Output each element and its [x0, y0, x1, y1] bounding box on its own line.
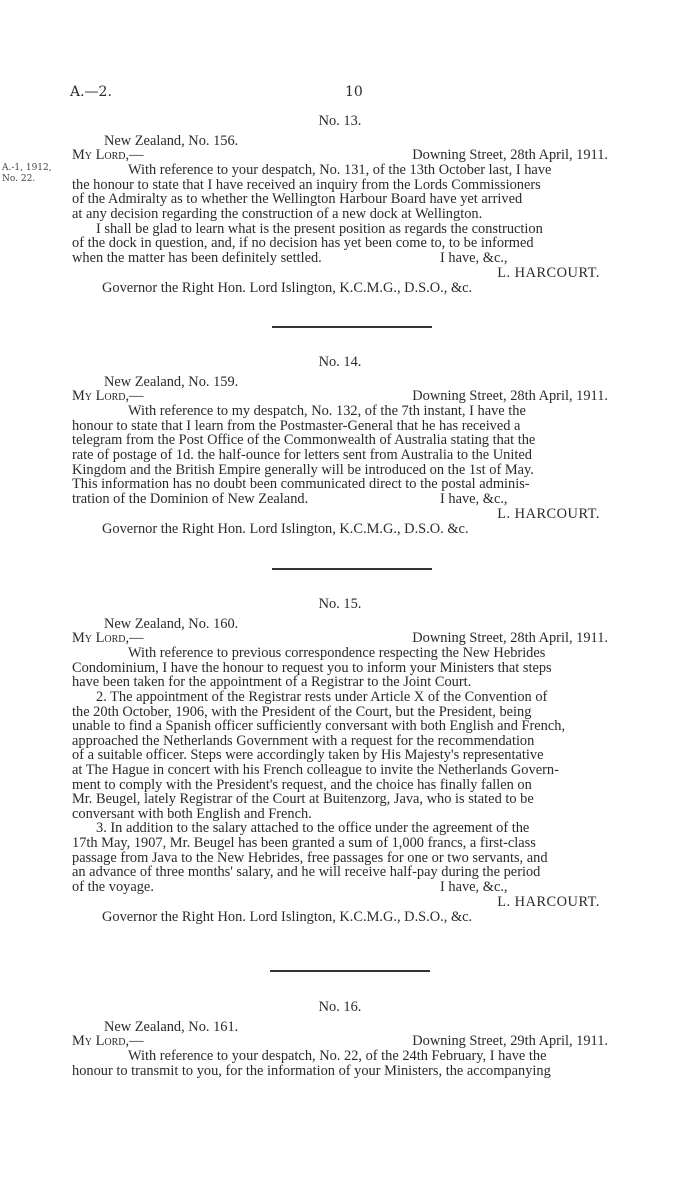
- addressee: Governor the Right Hon. Lord Islington, K.C.M.G., D.S.O., &c.: [102, 280, 473, 297]
- nz-reference: New Zealand, No. 161.: [104, 1018, 239, 1035]
- closing-line: [72, 251, 608, 266]
- dateline: Downing Street, 29th April, 1911.: [412, 1033, 608, 1050]
- despatch-number: No. 13.: [318, 113, 362, 129]
- nz-reference: New Zealand, No. 156.: [104, 132, 239, 149]
- closing: I have, &c.,: [440, 249, 508, 266]
- body-line: This information has no doubt been communicated direct to the postal adminis-: [72, 476, 530, 493]
- dateline: Downing Street, 28th April, 1911.: [412, 147, 608, 164]
- closing-line: [72, 492, 608, 507]
- signature: L. HARCOURT.: [497, 505, 600, 522]
- section-divider: [270, 970, 430, 972]
- salutation: My Lord,—: [72, 630, 144, 647]
- closing-line: [72, 880, 608, 895]
- page-number: 10: [345, 84, 363, 100]
- body-line: With reference to previous correspondence respecting the New Hebrides: [128, 645, 546, 662]
- dateline: Downing Street, 28th April, 1911.: [412, 388, 608, 405]
- body-line: ment to comply with the President's request, and the choice has finally fallen on: [72, 776, 532, 793]
- body-line: Kingdom and the British Empire generally will be introduced on the 1st of May.: [72, 461, 534, 478]
- body-line: 3. In addition to the salary attached to the office under the agreement of the: [96, 820, 530, 837]
- despatch-number: No. 16.: [318, 999, 362, 1015]
- body-line: conversant with both English and French.: [72, 805, 312, 822]
- body-line: Mr. Beugel, lately Registrar of the Court at Buitenzorg, Java, who is stated to be: [72, 791, 534, 808]
- salutation-line: [72, 1034, 608, 1049]
- salutation: My Lord,—: [72, 147, 144, 164]
- nz-reference: New Zealand, No. 160.: [104, 615, 239, 632]
- salutation: My Lord,—: [72, 1033, 144, 1050]
- body-line: of the dock in question, and, if no decision has yet been come to, to be informed: [72, 235, 534, 252]
- signature: L. HARCOURT.: [497, 893, 600, 910]
- section-divider: [272, 568, 432, 570]
- body-line: 2. The appointment of the Registrar rests under Article X of the Convention of: [96, 688, 548, 705]
- body-line: rate of postage of 1d. the half-ounce for letters sent from Australia to the United: [72, 446, 532, 463]
- despatch-no-13: [72, 114, 608, 296]
- document-reference: A.—2.: [70, 84, 112, 100]
- body-line: honour to transmit to you, for the information of your Ministers, the accompanying: [72, 1062, 551, 1079]
- despatch-no-16: [72, 1000, 608, 1078]
- closing: I have, &c.,: [440, 490, 508, 507]
- body-line: With reference to your despatch, No. 22, of the 24th February, I have the: [128, 1048, 547, 1065]
- body-line: an advance of three months' salary, and he will receive half-pay during the period: [72, 864, 541, 881]
- body-line: at any decision regarding the construction of a new dock at Wellington.: [72, 205, 483, 222]
- body-line: Condominium, I have the honour to request you to inform your Ministers that steps: [72, 659, 552, 676]
- addressee: Governor the Right Hon. Lord Islington, K.C.M.G., D.S.O. &c.: [102, 521, 469, 538]
- closing: I have, &c.,: [440, 878, 508, 895]
- nz-reference: New Zealand, No. 159.: [104, 373, 239, 390]
- despatch-number: No. 15.: [318, 596, 362, 612]
- body-line: at The Hague in concert with his French colleague to invite the Netherlands Govern-: [72, 761, 559, 778]
- salutation-line: [72, 631, 608, 646]
- body-line: unable to find a Spanish officer sufficiently conversant with both English and French,: [72, 718, 566, 735]
- margin-note-line2: No. 22.: [2, 174, 36, 184]
- despatch-no-15: [72, 597, 608, 925]
- dateline: Downing Street, 28th April, 1911.: [412, 630, 608, 647]
- signature: L. HARCOURT.: [497, 264, 600, 281]
- body-line: have been taken for the appointment of a Registrar to the Joint Court.: [72, 674, 472, 691]
- margin-note-line1: A.-1, 1912,: [2, 163, 52, 173]
- body-line: of the Admiralty as to whether the Wellington Harbour Board have yet arrived: [72, 191, 523, 208]
- despatch-no-14: [72, 355, 608, 537]
- body-line: approached the Netherlands Government with a request for the recommendation: [72, 732, 535, 749]
- section-divider: [272, 326, 432, 328]
- body-line: I shall be glad to learn what is the present position as regards the construction: [96, 220, 543, 237]
- body-line: passage from Java to the New Hebrides, free passages for one or two servants, and: [72, 849, 548, 866]
- body-line: when the matter has been definitely settled.: [72, 249, 322, 266]
- body-line: With reference to your despatch, No. 131, of the 13th October last, I have: [128, 162, 552, 179]
- body-line: telegram from the Post Office of the Commonwealth of Australia stating that the: [72, 432, 536, 449]
- body-line: the 20th October, 1906, with the President of the Court, but the President, being: [72, 703, 532, 720]
- body-line: of a suitable officer. Steps were accordingly taken by His Majesty's representative: [72, 747, 544, 764]
- salutation: My Lord,—: [72, 388, 144, 405]
- salutation-line: [72, 389, 608, 404]
- body-line: of the voyage.: [72, 878, 154, 895]
- body-line: 17th May, 1907, Mr. Beugel has been granted a sum of 1,000 francs, a first-class: [72, 834, 536, 851]
- addressee: Governor the Right Hon. Lord Islington, K.C.M.G., D.S.O., &c.: [102, 909, 473, 926]
- body-line: With reference to my despatch, No. 132, of the 7th instant, I have the: [128, 403, 526, 420]
- despatch-number: No. 14.: [318, 354, 362, 370]
- body-line: tration of the Dominion of New Zealand.: [72, 490, 309, 507]
- body-line: the honour to state that I have received an inquiry from the Lords Commissioners: [72, 176, 541, 193]
- salutation-line: [72, 148, 608, 163]
- body-line: honour to state that I learn from the Postmaster-General that he has received a: [72, 417, 521, 434]
